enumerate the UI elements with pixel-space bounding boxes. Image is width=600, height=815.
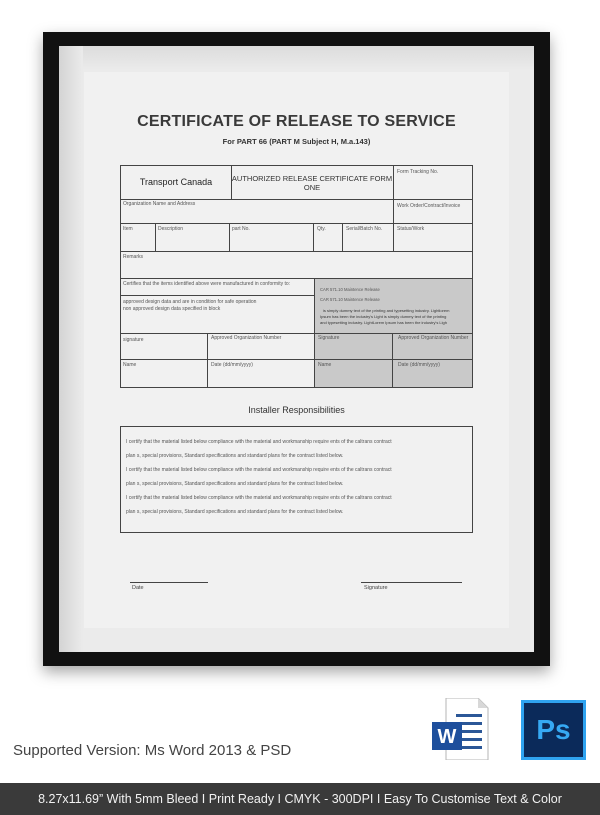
- approved-design-text: approved design data and are in condition for safe operation: [123, 299, 257, 305]
- date-left-label: Date (dd/mm/yyyy): [211, 362, 253, 368]
- installer-title: Installer Responsibilities: [248, 405, 345, 415]
- item-label: Item: [123, 226, 133, 232]
- dummy-text-line: and typesetting industry. LightLorem Ipsum has been the industry's Ligh: [320, 320, 447, 325]
- signature-label: Signature: [364, 585, 388, 591]
- form-tracking-label: Form Tracking No.: [397, 169, 439, 175]
- signature-right-label: Signature: [318, 335, 340, 341]
- name-left-label: Name: [123, 362, 137, 368]
- car-release-1: CAR 571.10 Maintence Release: [320, 287, 380, 292]
- word-letter: W: [437, 726, 457, 748]
- signature-line: [361, 582, 462, 583]
- specs-text: 8.27x11.69” With 5mm Bleed I Print Ready I CMYK - 300DPI I Easy To Customise Text & Color: [38, 792, 562, 806]
- date-right-label: Date (dd/mm/yyyy): [398, 362, 440, 368]
- ps-letters: Ps: [536, 714, 571, 745]
- photoshop-icon: [521, 700, 586, 760]
- installer-line: plan s, special provisions, Standard specifications and standard plans for the contract listed below.: [126, 481, 344, 487]
- serial-batch-label: Serial/Batch No.: [346, 226, 383, 232]
- description-label: Description: [158, 226, 184, 232]
- date-line: [130, 582, 208, 583]
- grid-line: [393, 165, 394, 251]
- certificate-subtitle: For PART 66 (PART M Subject H, M.a.143): [222, 137, 371, 146]
- grid-line: [342, 223, 343, 251]
- grid-line: [120, 333, 473, 334]
- grid-line: [120, 295, 314, 296]
- grid-line: [120, 359, 473, 360]
- installer-line: I certify that the material listed below compliance with the material and workmanship require ents of the caltrans contract: [126, 439, 392, 445]
- approved-org-right-label: Approved Organization Number: [398, 335, 469, 341]
- part-no-label: part No.: [232, 226, 250, 232]
- car-release-2: CAR 571.10 Maintence Release: [320, 297, 380, 302]
- grid-line: [313, 223, 314, 251]
- grid-line: [120, 251, 473, 252]
- mat-bevel-left: [59, 46, 83, 652]
- word-document-icon: [432, 698, 494, 760]
- org-name-label: Organization Name and Address: [123, 201, 196, 207]
- grid-line: [314, 278, 315, 388]
- grid-line: [120, 199, 473, 200]
- certifies-text: Certifies that the items identified above were manufactured in conformity to:: [123, 281, 291, 287]
- authority-name: Transport Canada: [139, 177, 213, 187]
- grid-line: [207, 333, 208, 388]
- remarks-label: Remarks: [123, 254, 144, 260]
- status-work-label: Status/Work: [397, 226, 425, 232]
- dummy-text-line: Ipsum has been the industry's Light is simply dummy text of the printing: [320, 314, 447, 319]
- installer-line: I certify that the material listed below compliance with the material and workmanship require ents of the caltrans contract: [126, 467, 392, 473]
- approved-org-left-label: Approved Organization Number: [211, 335, 282, 341]
- mat-bevel-top: [59, 46, 534, 70]
- signature-left-label: signature: [123, 337, 144, 343]
- qty-label: Qty.: [317, 226, 326, 232]
- certificate-title: CERTIFICATE OF RELEASE TO SERVICE: [137, 113, 456, 130]
- specs-bar: [0, 783, 600, 815]
- grid-line: [155, 223, 156, 251]
- supported-version: Supported Version: Ms Word 2013 & PSD: [13, 742, 292, 759]
- form-title: AUTHORIZED RELEASE CERTIFICATE FORM ONE: [231, 174, 393, 192]
- name-right-label: Name: [318, 362, 332, 368]
- work-order-label: Work Order/Contract/Invoice: [397, 203, 461, 209]
- grid-line: [229, 223, 230, 251]
- installer-line: plan s, special provisions, Standard specifications and standard plans for the contract listed below.: [126, 453, 344, 459]
- installer-line: I certify that the material listed below compliance with the material and workmanship require ents of the caltrans contract: [126, 495, 392, 501]
- date-label: Date: [132, 585, 144, 591]
- dummy-text-line: is simply dummy text of the printing and typesetting industry. Lightlorem: [323, 308, 450, 313]
- non-approved-text: non approved design data specified in block: [123, 306, 221, 312]
- installer-line: plan s, special provisions, Standard specifications and standard plans for the contract listed below.: [126, 509, 344, 515]
- grid-line: [120, 278, 473, 279]
- grid-line: [392, 333, 393, 388]
- grid-line: [120, 223, 473, 224]
